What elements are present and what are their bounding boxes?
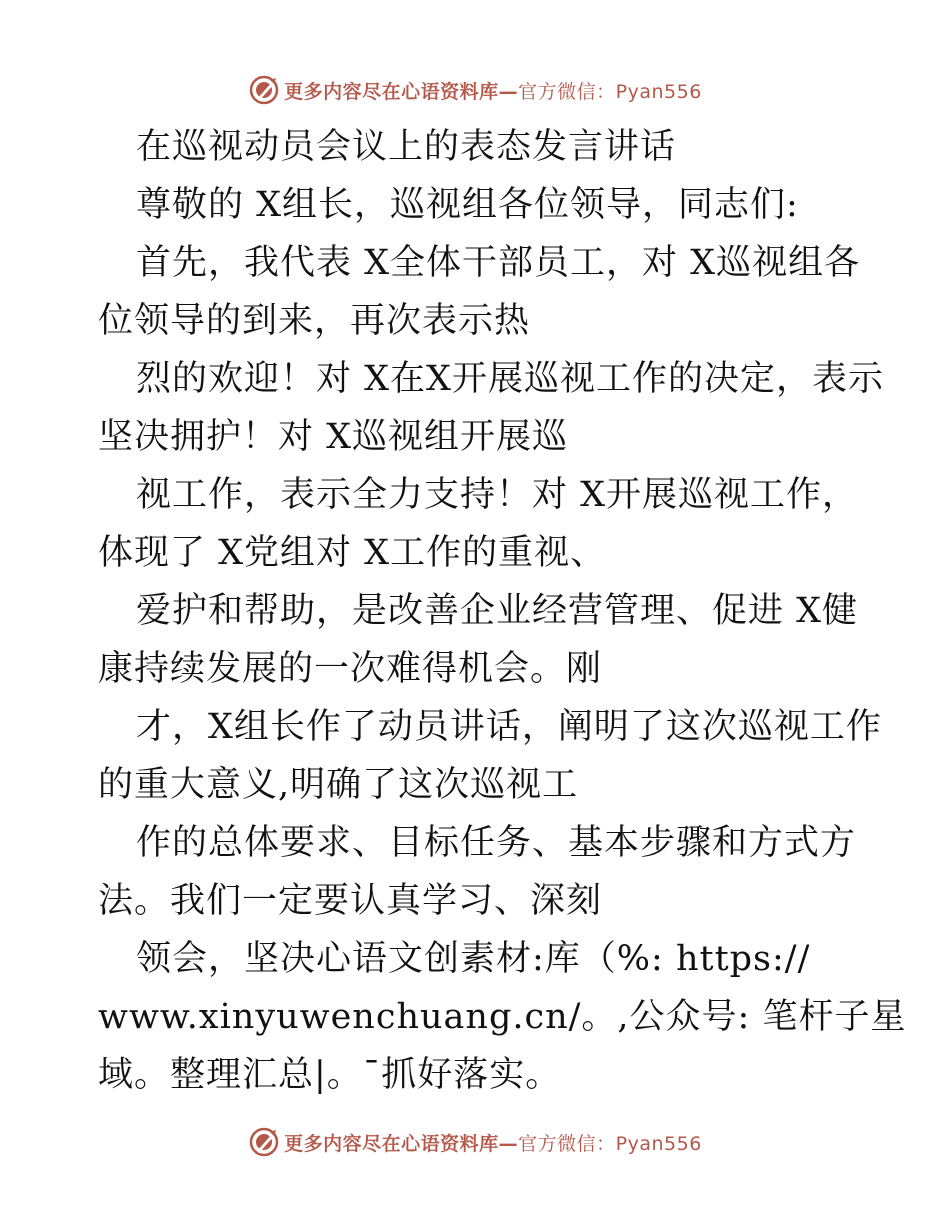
paragraph-line: 烈的欢迎！对 X在X开展巡视工作的决定，表示 <box>136 359 884 399</box>
paragraph-line: 爱护和帮助，是改善企业经营管理、促进 X健 <box>136 591 859 631</box>
watermark-wechat-text: 官方微信：Pyan556 <box>518 1132 702 1155</box>
paragraph-line: www.xinyuwenchuang.cn/。,公众号: 笔杆子星 <box>98 997 907 1037</box>
watermark-separator: — <box>498 1132 519 1155</box>
paragraph-line: 视工作，表示全力支持！对 X开展巡视工作， <box>136 475 859 515</box>
paragraph-line: 法。我们一定要认真学习、深刻 <box>98 881 603 921</box>
paragraph-line: 作的总体要求、目标任务、基本步骤和方式方 <box>136 823 857 863</box>
document-body <box>98 118 907 1104</box>
paragraph-line: 坚决拥护！对 X巡视组开展巡 <box>98 417 569 457</box>
paragraph-line: 位领导的到来，再次表示热 <box>98 301 531 341</box>
watermark-banner-bottom <box>0 1122 950 1162</box>
quill-seal-icon <box>248 1126 280 1158</box>
paragraph-line: 首先，我代表 X全体干部员工，对 X巡视组各 <box>136 243 861 283</box>
document-title: 在巡视动员会议上的表态发言讲话 <box>136 127 677 167</box>
watermark-wechat-text: 官方微信：Pyan556 <box>518 80 702 103</box>
watermark-main-text: 更多内容尽在心语资料库 <box>284 1132 499 1155</box>
paragraph-line: 才，X组长作了动员讲话，阐明了这次巡视工作 <box>136 707 882 747</box>
paragraph-line: 康持续发展的一次难得机会。刚 <box>98 649 603 689</box>
watermark-banner-top <box>0 70 950 110</box>
paragraph-line: 领会，坚决心语文创素材:库（%: https:// <box>136 939 811 979</box>
quill-seal-icon <box>248 74 280 106</box>
paragraph-line: 域。整理汇总|。¯抓好落实。 <box>98 1055 562 1095</box>
salutation: 尊敬的 X组长，巡视组各位领导，同志们: <box>136 185 799 225</box>
watermark-separator: — <box>498 80 519 103</box>
paragraph-line: 体现了 X党组对 X工作的重视、 <box>98 533 607 573</box>
paragraph-line: 的重大意义,明确了这次巡视工 <box>98 765 579 805</box>
watermark-main-text: 更多内容尽在心语资料库 <box>284 80 499 103</box>
